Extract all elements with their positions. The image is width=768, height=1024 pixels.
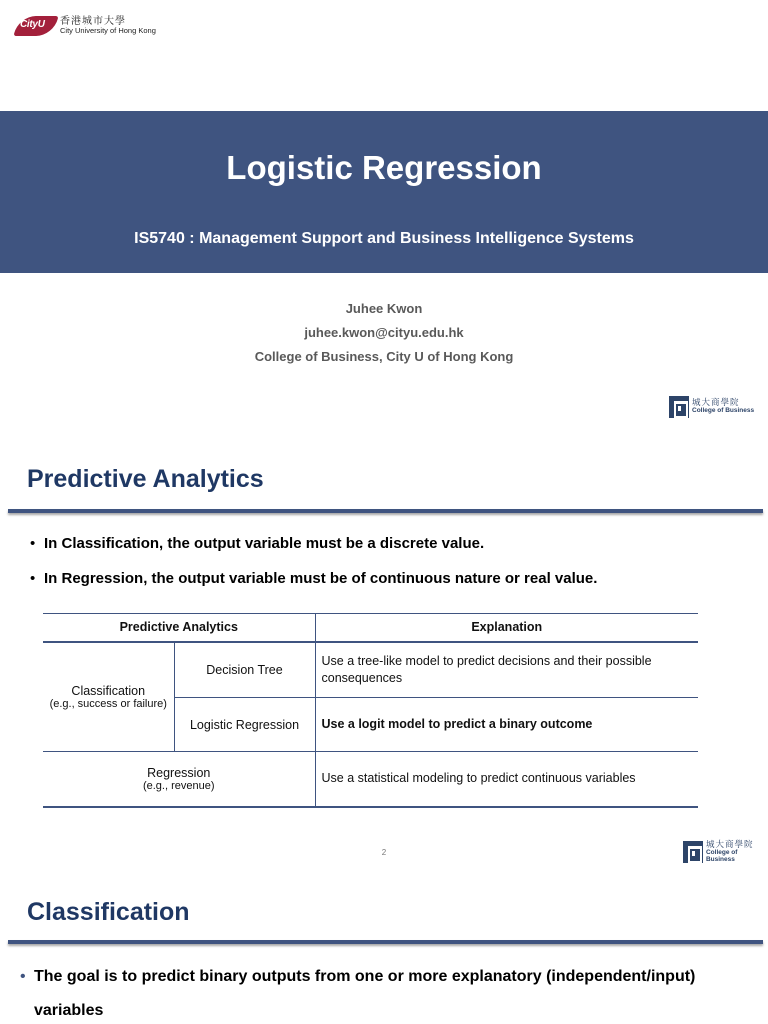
explanation-cell: Use a tree-like model to predict decisions and their possible consequences	[321, 653, 652, 685]
page-number: 2	[381, 848, 387, 857]
bullet-item: • The goal is to predict binary outputs from one or more explanatory (independent/input) variables	[20, 960, 750, 1024]
bullet-list	[20, 960, 750, 1024]
method-cell: Logistic Regression	[174, 698, 315, 752]
presenter-info	[0, 297, 768, 369]
presenter-affiliation: College of Business, City U of Hong Kong	[254, 349, 514, 364]
presenter-email: juhee.kwon@cityu.edu.hk	[304, 325, 464, 340]
explanation-cell: Use a statistical modeling to predict continuous variables	[315, 752, 698, 807]
cityu-logo-mark: CityU	[16, 14, 56, 38]
classification-cell: Classification (e.g., success or failure)	[49, 683, 167, 710]
college-of-business-logo: 城大商學院 College of Business	[683, 841, 768, 864]
cityu-logo	[16, 12, 156, 40]
table-header: Predictive Analytics	[43, 614, 315, 642]
slide-heading-classification: Classification	[27, 898, 190, 926]
college-seal-icon	[669, 396, 689, 418]
university-name-zh: 香港城市大學	[60, 15, 126, 27]
title-band	[0, 111, 768, 273]
table-header: Explanation	[315, 614, 698, 642]
bullet-item: • In Regression, the output variable must be of continuous nature or real value.	[30, 561, 597, 596]
bullet-item: • In Classification, the output variable must be a discrete value.	[30, 526, 597, 561]
slide-title: Logistic Regression	[226, 149, 542, 186]
regression-cell: Regression (e.g., revenue)	[43, 752, 315, 807]
explanation-cell: Use a logit model to predict a binary outcome	[315, 698, 698, 752]
predictive-analytics-table	[43, 613, 698, 808]
course-subtitle: IS5740 : Management Support and Business Intelligence Systems	[134, 230, 634, 247]
heading-divider	[8, 509, 763, 513]
table-row	[43, 752, 698, 807]
bullet-list	[30, 526, 597, 596]
university-name-en: City University of Hong Kong	[60, 26, 156, 36]
slide-heading-predictive-analytics: Predictive Analytics	[27, 465, 264, 493]
presenter-name: Juhee Kwon	[345, 301, 423, 316]
college-of-business-logo: 城大商學院 College of Business	[669, 396, 754, 418]
heading-divider	[8, 940, 763, 944]
method-cell: Decision Tree	[174, 642, 315, 698]
table-row	[43, 642, 698, 698]
college-seal-icon	[683, 841, 703, 863]
